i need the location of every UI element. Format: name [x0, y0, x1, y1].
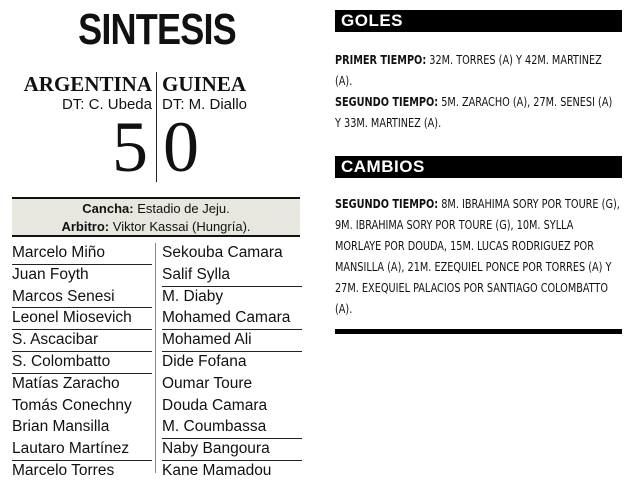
list-item: S. Colombatto: [12, 352, 152, 374]
substitutions-header: CAMBIOS: [335, 156, 622, 178]
list-item: Marcelo Torres: [12, 461, 152, 483]
list-item: Lautaro Martínez: [12, 439, 152, 461]
away-score: 0: [163, 107, 199, 187]
team-divider: [156, 72, 157, 182]
second-half-goals: 5M. ZARACHO (A), 27M. SENESI (A) Y 33M. MARTINEZ (A).: [335, 95, 613, 130]
list-item: M. Diaby: [162, 287, 302, 309]
goals-header: GOLES: [335, 10, 622, 32]
list-item: Leonel Miosevich: [12, 308, 152, 330]
list-item: Matías Zaracho: [12, 374, 152, 396]
home-lineup: [12, 243, 152, 483]
list-item: Oumar Toure: [162, 374, 302, 396]
match-info-box: [12, 197, 300, 237]
page-title: SINTESIS: [78, 5, 236, 54]
home-team-name: ARGENTINA: [23, 72, 152, 96]
list-item: Mohamed Ali: [162, 330, 302, 352]
lineup-divider: [155, 243, 156, 473]
list-item: Douda Camara: [162, 396, 302, 418]
home-coach: DT: C. Ubeda: [61, 96, 152, 113]
list-item: S. Ascacibar: [12, 330, 152, 352]
list-item: Marcelo Miño: [12, 243, 152, 265]
bottom-divider: [335, 329, 622, 334]
list-item: Kane Mamadou: [162, 461, 302, 483]
venue-label: Cancha:: [82, 201, 134, 216]
venue-value: Estadio de Jeju.: [137, 201, 230, 216]
substitutions-label: SEGUNDO TIEMPO:: [335, 197, 439, 211]
home-score: 5: [112, 107, 148, 187]
first-half-goals: 32M. TORRES (A) Y 42M. MARTINEZ (A).: [335, 53, 602, 88]
substitutions-text: [335, 194, 621, 320]
goals-text: [335, 50, 621, 134]
list-item: Dide Fofana: [162, 352, 302, 374]
list-item: Salif Sylla: [162, 265, 302, 287]
list-item: Mohamed Camara: [162, 308, 302, 330]
list-item: Tomás Conechny: [12, 396, 152, 418]
first-half-label: PRIMER TIEMPO:: [335, 53, 427, 67]
list-item: Marcos Senesi: [12, 287, 152, 309]
substitutions-list: 8M. IBRAHIMA SORY POR TOURE (G), 9M. IBRAHIMA SORY POR TOURE (G), 10M. SYLLA MORLAYE POR DOUDA, 15M. LUCAS RODRIGUEZ POR MANSILLA (A), 21M. EZEQUIEL PONCE POR TORRES (A) Y 27M. EXEQUIEL PALACIOS POR SANTIAGO COLOMBATTO (A).: [335, 197, 620, 316]
list-item: Juan Foyth: [12, 265, 152, 287]
away-coach: DT: M. Diallo: [162, 96, 248, 113]
venue-line: [12, 200, 300, 218]
list-item: Sekouba Camara: [162, 243, 302, 265]
away-lineup: [162, 243, 302, 483]
referee-value: Viktor Kassai (Hungría).: [112, 219, 251, 234]
away-team-name: GUINEA: [162, 72, 247, 96]
referee-label: Arbitro:: [61, 219, 110, 234]
list-item: Brian Mansilla: [12, 417, 152, 439]
list-item: M. Coumbassa: [162, 417, 302, 439]
list-item: Naby Bangoura: [162, 439, 302, 461]
second-half-label: SEGUNDO TIEMPO:: [335, 95, 439, 109]
referee-line: [12, 218, 300, 236]
